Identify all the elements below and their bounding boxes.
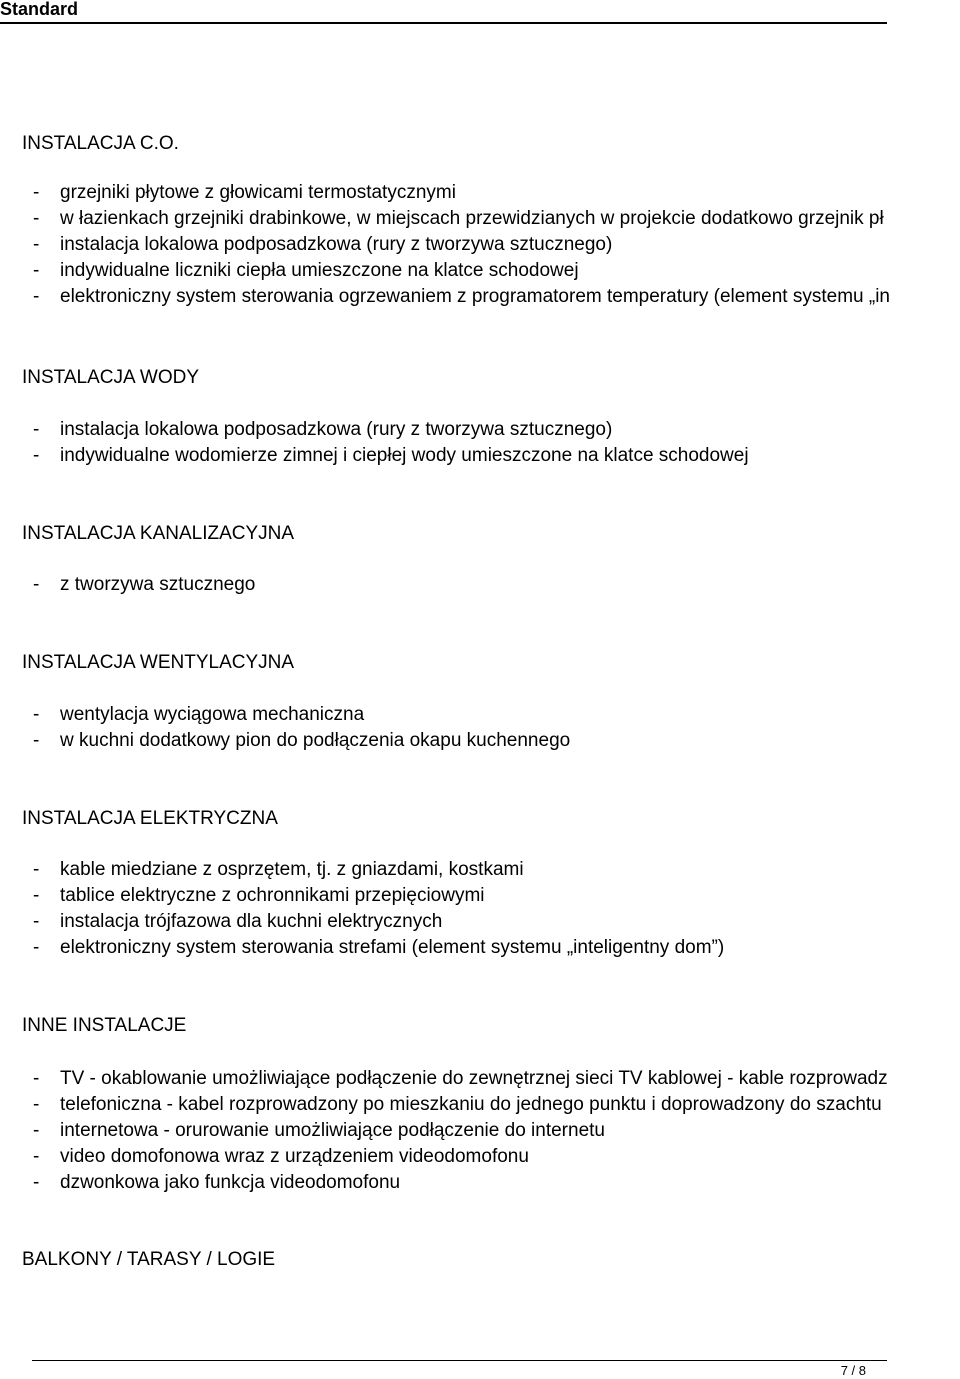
section-heading-co: INSTALACJA C.O.: [22, 133, 179, 154]
section-list-water: [0, 417, 960, 469]
list-item: - indywidualne liczniki ciepła umieszczone na klatce schodowej: [33, 260, 579, 281]
section-list-ventilation: [0, 702, 960, 754]
section-list-electrical: [0, 857, 960, 961]
list-item: - instalacja trójfazowa dla kuchni elektrycznych: [33, 911, 443, 932]
list-item: - dzwonkowa jako funkcja videodomofonu: [33, 1172, 401, 1193]
list-item: - video domofonowa wraz z urządzeniem videodomofonu: [33, 1146, 529, 1167]
footer-divider: [32, 1360, 887, 1361]
section-heading-sewage: INSTALACJA KANALIZACYJNA: [22, 523, 295, 544]
list-item: - elektroniczny system sterowania strefami (element systemu „inteligentny dom”): [33, 937, 725, 958]
section-heading-water: INSTALACJA WODY: [22, 367, 200, 388]
section-heading-ventilation: INSTALACJA WENTYLACYJNA: [22, 652, 295, 673]
list-item: - kable miedziane z osprzętem, tj. z gniazdami, kostkami: [33, 859, 524, 880]
list-item: - tablice elektryczne z ochronnikami przepięciowymi: [33, 885, 485, 906]
list-item: - w łazienkach grzejniki drabinkowe, w miejscach przewidzianych w projekcie dodatkowo grzejnik pł: [33, 208, 884, 229]
list-item: - wentylacja wyciągowa mechaniczna: [33, 704, 365, 725]
list-item: - telefoniczna - kabel rozprowadzony po mieszkaniu do jednego punktu i doprowadzony do szachtu: [33, 1094, 882, 1115]
section-heading-electrical: INSTALACJA ELEKTRYCZNA: [22, 808, 278, 829]
page-number: 7 / 8: [840, 1363, 866, 1378]
list-item: - indywidualne wodomierze zimnej i ciepłej wody umieszczone na klatce schodowej: [33, 445, 749, 466]
list-item: - w kuchni dodatkowy pion do podłączenia okapu kuchennego: [33, 730, 571, 751]
section-heading-other: INNE INSTALACJE: [22, 1015, 187, 1036]
document-header-title: Standard: [0, 0, 79, 19]
list-item: - instalacja lokalowa podposadzkowa (rury z tworzywa sztucznego): [33, 419, 613, 440]
list-item: - TV - okablowanie umożliwiające podłączenie do zewnętrznej sieci TV kablowej - kable rozprowadz: [33, 1068, 888, 1089]
section-list-other: [0, 1066, 960, 1196]
list-item: - instalacja lokalowa podposadzkowa (rury z tworzywa sztucznego): [33, 234, 613, 255]
list-item: - z tworzywa sztucznego: [33, 574, 256, 595]
header-divider: [0, 22, 887, 24]
list-item: - grzejniki płytowe z głowicami termostatycznymi: [33, 182, 456, 203]
section-list-co: [0, 180, 960, 310]
section-list-sewage: [0, 572, 960, 598]
list-item: - elektroniczny system sterowania ogrzewaniem z programatorem temperatury (element systemu „in: [33, 286, 890, 307]
list-item: - internetowa - orurowanie umożliwiające podłączenie do internetu: [33, 1120, 605, 1141]
section-heading-balconies: BALKONY / TARASY / LOGIE: [22, 1249, 276, 1270]
